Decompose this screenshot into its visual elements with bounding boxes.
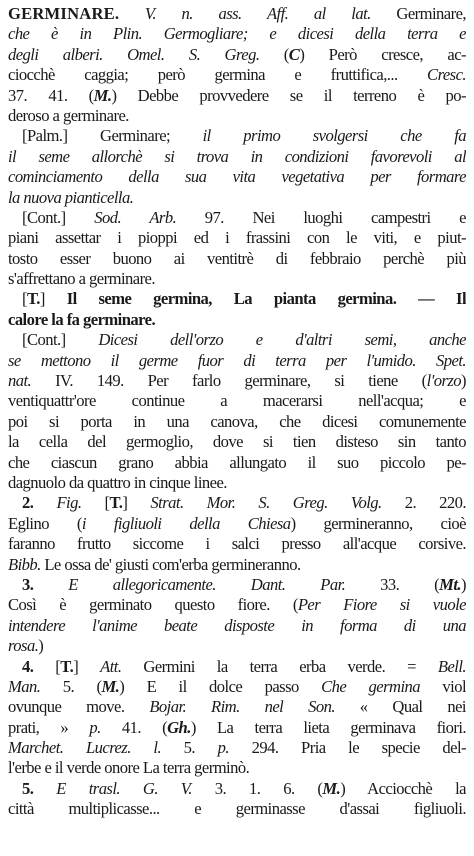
text-segment: ) germineranno, cioè: [290, 513, 466, 533]
text-segment: E allegoricamente. Dant. Par.: [68, 574, 346, 594]
text-line: [8, 188, 466, 208]
text-segment: 37. 41. (: [8, 85, 94, 105]
text-segment: C: [288, 44, 300, 64]
text-segment: [33, 575, 68, 594]
text-segment: dagnuolo da quattro in cinque linee.: [8, 472, 227, 492]
text-segment: Man.: [8, 676, 41, 696]
text-segment: ) Debbe provvedere se il terreno è po-: [111, 85, 466, 105]
text-segment: ) La terra lieta germinava fiori.: [190, 717, 466, 737]
text-segment: la cella del germoglio, dove si tien disteso sin tanto: [8, 432, 466, 452]
text-segment: [: [22, 289, 27, 309]
text-segment: la nuova pianticella.: [8, 187, 134, 207]
text-segment: ) Acciocchè la: [340, 778, 466, 798]
text-segment: « Qual nei: [334, 697, 466, 717]
text-line: [8, 391, 466, 411]
text-line: [8, 351, 466, 371]
text-line: [8, 799, 466, 819]
text-segment: [119, 4, 145, 23]
text-segment: p.: [89, 717, 101, 737]
text-line: [8, 208, 466, 228]
text-segment: Sod. Arb.: [94, 207, 177, 227]
text-segment: ovunque move.: [8, 697, 150, 717]
text-line: [8, 616, 466, 636]
text-segment: ventiquattr'ore continue a macerarsi nell'acqua; e: [8, 391, 466, 411]
text-line: [8, 289, 466, 309]
text-segment: ciocchè caggia; però germina e fruttifica,...: [8, 65, 428, 85]
text-segment: 2. 220.: [381, 493, 466, 513]
text-segment: ): [38, 636, 44, 656]
text-line: [8, 412, 466, 432]
text-line: [8, 45, 466, 65]
text-line: [8, 555, 466, 575]
text-line: [8, 738, 466, 758]
text-segment: T.: [109, 493, 123, 513]
text-line: [8, 534, 466, 554]
text-segment: intendere l'anime beate disposte in forma di una: [8, 615, 466, 635]
text-segment: [33, 779, 56, 798]
text-line: [8, 453, 466, 473]
text-segment: (: [259, 44, 289, 64]
text-segment: il primo svolgersi che fa: [202, 126, 466, 146]
text-line: [8, 779, 466, 799]
text-segment: l'orzo: [426, 371, 462, 391]
text-segment: Bojar. Rim. nel Son.: [149, 697, 335, 717]
text-segment: Dicesi dell'orzo e d'altri semi, anche: [98, 330, 466, 350]
text-line: [8, 65, 466, 85]
text-line: [8, 126, 466, 146]
text-line: [8, 106, 466, 126]
text-segment: M.: [101, 676, 120, 696]
text-segment: Bibb.: [8, 554, 41, 574]
text-line: [8, 330, 466, 350]
text-segment: Cresc.: [427, 65, 466, 85]
text-segment: faranno frutto siccome i salci presso all'acque corsive.: [8, 534, 466, 554]
text-segment: Strat. Mor. S. Greg. Volg.: [150, 493, 382, 513]
text-line: [8, 697, 466, 717]
text-segment: 33. (: [345, 574, 440, 594]
text-segment: ]: [39, 289, 67, 309]
text-segment: 3.: [22, 574, 34, 594]
text-segment: Fig.: [56, 493, 82, 513]
text-line: [8, 493, 466, 513]
text-segment: ): [461, 574, 466, 594]
text-segment: che ciascun grano abbia allungato il suo piccolo pe-: [8, 452, 466, 472]
text-line: [8, 147, 466, 167]
text-line: [8, 677, 466, 697]
text-segment: i figliuoli della Chiesa: [81, 513, 291, 533]
text-line: [8, 636, 466, 656]
text-line: [8, 167, 466, 187]
text-line: [8, 310, 466, 330]
text-segment: 5.: [161, 738, 218, 758]
text-segment: Il seme germina, La pianta germina. — Il: [66, 289, 466, 309]
text-segment: 5. (: [40, 676, 102, 696]
text-segment: Marchet. Lucrez. l.: [8, 738, 162, 758]
text-segment: 3. 1. 6. (: [191, 778, 323, 798]
text-segment: viol: [420, 676, 466, 696]
text-line: [8, 432, 466, 452]
text-line: [8, 24, 466, 44]
text-segment: 2.: [22, 493, 34, 513]
text-segment: ): [461, 371, 466, 391]
text-segment: T.: [26, 289, 40, 309]
text-segment: [Palm.] Germinare;: [22, 126, 203, 146]
text-line: [8, 718, 466, 738]
text-line: [8, 228, 466, 248]
text-segment: 4.: [22, 656, 34, 676]
text-segment: Germini la terra erba verde. =: [121, 656, 438, 676]
text-segment: 294. Pria le specie del-: [229, 738, 466, 758]
text-segment: [Cont.]: [22, 330, 99, 350]
text-segment: T.: [60, 656, 74, 676]
text-segment: E trasl. G. V.: [56, 778, 192, 798]
text-segment: M.: [93, 85, 112, 105]
text-segment: 97. Nei luoghi campestri e: [176, 207, 466, 227]
text-segment: che è in Plin. Germogliare; e dicesi della terra e: [8, 24, 466, 44]
text-line: [8, 575, 466, 595]
text-segment: piani assettar i pioppi ed i frassini con le viti, e piut-: [8, 228, 466, 248]
text-segment: Per Fiore si vuole: [297, 595, 466, 615]
text-line: [8, 249, 466, 269]
text-segment: [: [81, 493, 110, 513]
text-segment: ]: [122, 493, 151, 513]
text-line: [8, 514, 466, 534]
text-segment: Att.: [100, 656, 122, 676]
text-segment: Eglino (: [8, 513, 82, 533]
text-segment: cominciamento della sua vita vegetativa per formare: [8, 167, 466, 187]
text-line: [8, 657, 466, 677]
text-segment: l'erbe e il verde onore La terra germinò.: [8, 758, 250, 778]
text-segment: [: [33, 656, 61, 676]
text-segment: [Cont.]: [22, 207, 95, 227]
text-segment: s'affrettano a germinare.: [8, 269, 155, 289]
text-segment: ]: [73, 656, 101, 676]
text-line: [8, 473, 466, 493]
text-segment: [33, 493, 56, 512]
text-segment: calore la fa germinare.: [8, 309, 156, 329]
text-line: [8, 269, 466, 289]
text-line: [8, 4, 466, 24]
text-segment: il seme allorchè si trova in condizioni favorevoli al: [8, 146, 466, 166]
text-segment: degli alberi. Omel. S. Greg.: [8, 44, 260, 64]
text-segment: 41. (: [100, 717, 168, 737]
text-line: [8, 371, 466, 391]
text-segment: nat.: [8, 371, 32, 391]
text-line: [8, 758, 466, 778]
text-segment: p.: [217, 738, 229, 758]
headword: GERMINARE.: [8, 4, 120, 23]
text-segment: IV. 149. Per farlo germinare, si tiene (: [31, 371, 427, 391]
text-segment: città multiplicasse... e germinasse d'assai figliuoli.: [8, 799, 466, 819]
text-segment: se mettono il germe fuor di terra per l'umido. Spet.: [8, 350, 466, 370]
text-segment: Gh.: [167, 717, 191, 737]
text-segment: Le ossa de' giusti com'erba germineranno.: [40, 554, 301, 574]
text-segment: prati, »: [8, 717, 90, 737]
text-segment: Mt.: [439, 574, 462, 594]
text-line: [8, 86, 466, 106]
text-segment: ) E il dolce passo: [119, 676, 322, 696]
text-segment: V. n. ass. Aff. al lat.: [144, 4, 371, 23]
text-segment: Così è germinato questo fiore. (: [8, 595, 298, 615]
text-segment: poi si porta in una canova, che dicesi comunemente: [8, 411, 466, 431]
text-segment: Bell.: [437, 656, 466, 676]
text-segment: 5.: [22, 778, 34, 798]
text-segment: M.: [322, 778, 341, 798]
text-segment: Germinare,: [370, 4, 466, 23]
text-segment: rosa.: [8, 636, 39, 656]
text-segment: Che germina: [321, 676, 421, 696]
text-segment: ) Però cresce, ac-: [299, 44, 466, 64]
text-segment: deroso a germinare.: [8, 105, 129, 125]
text-segment: tosto esser buono ai ventitrè di febbraio perchè più: [8, 248, 466, 268]
text-line: [8, 595, 466, 615]
